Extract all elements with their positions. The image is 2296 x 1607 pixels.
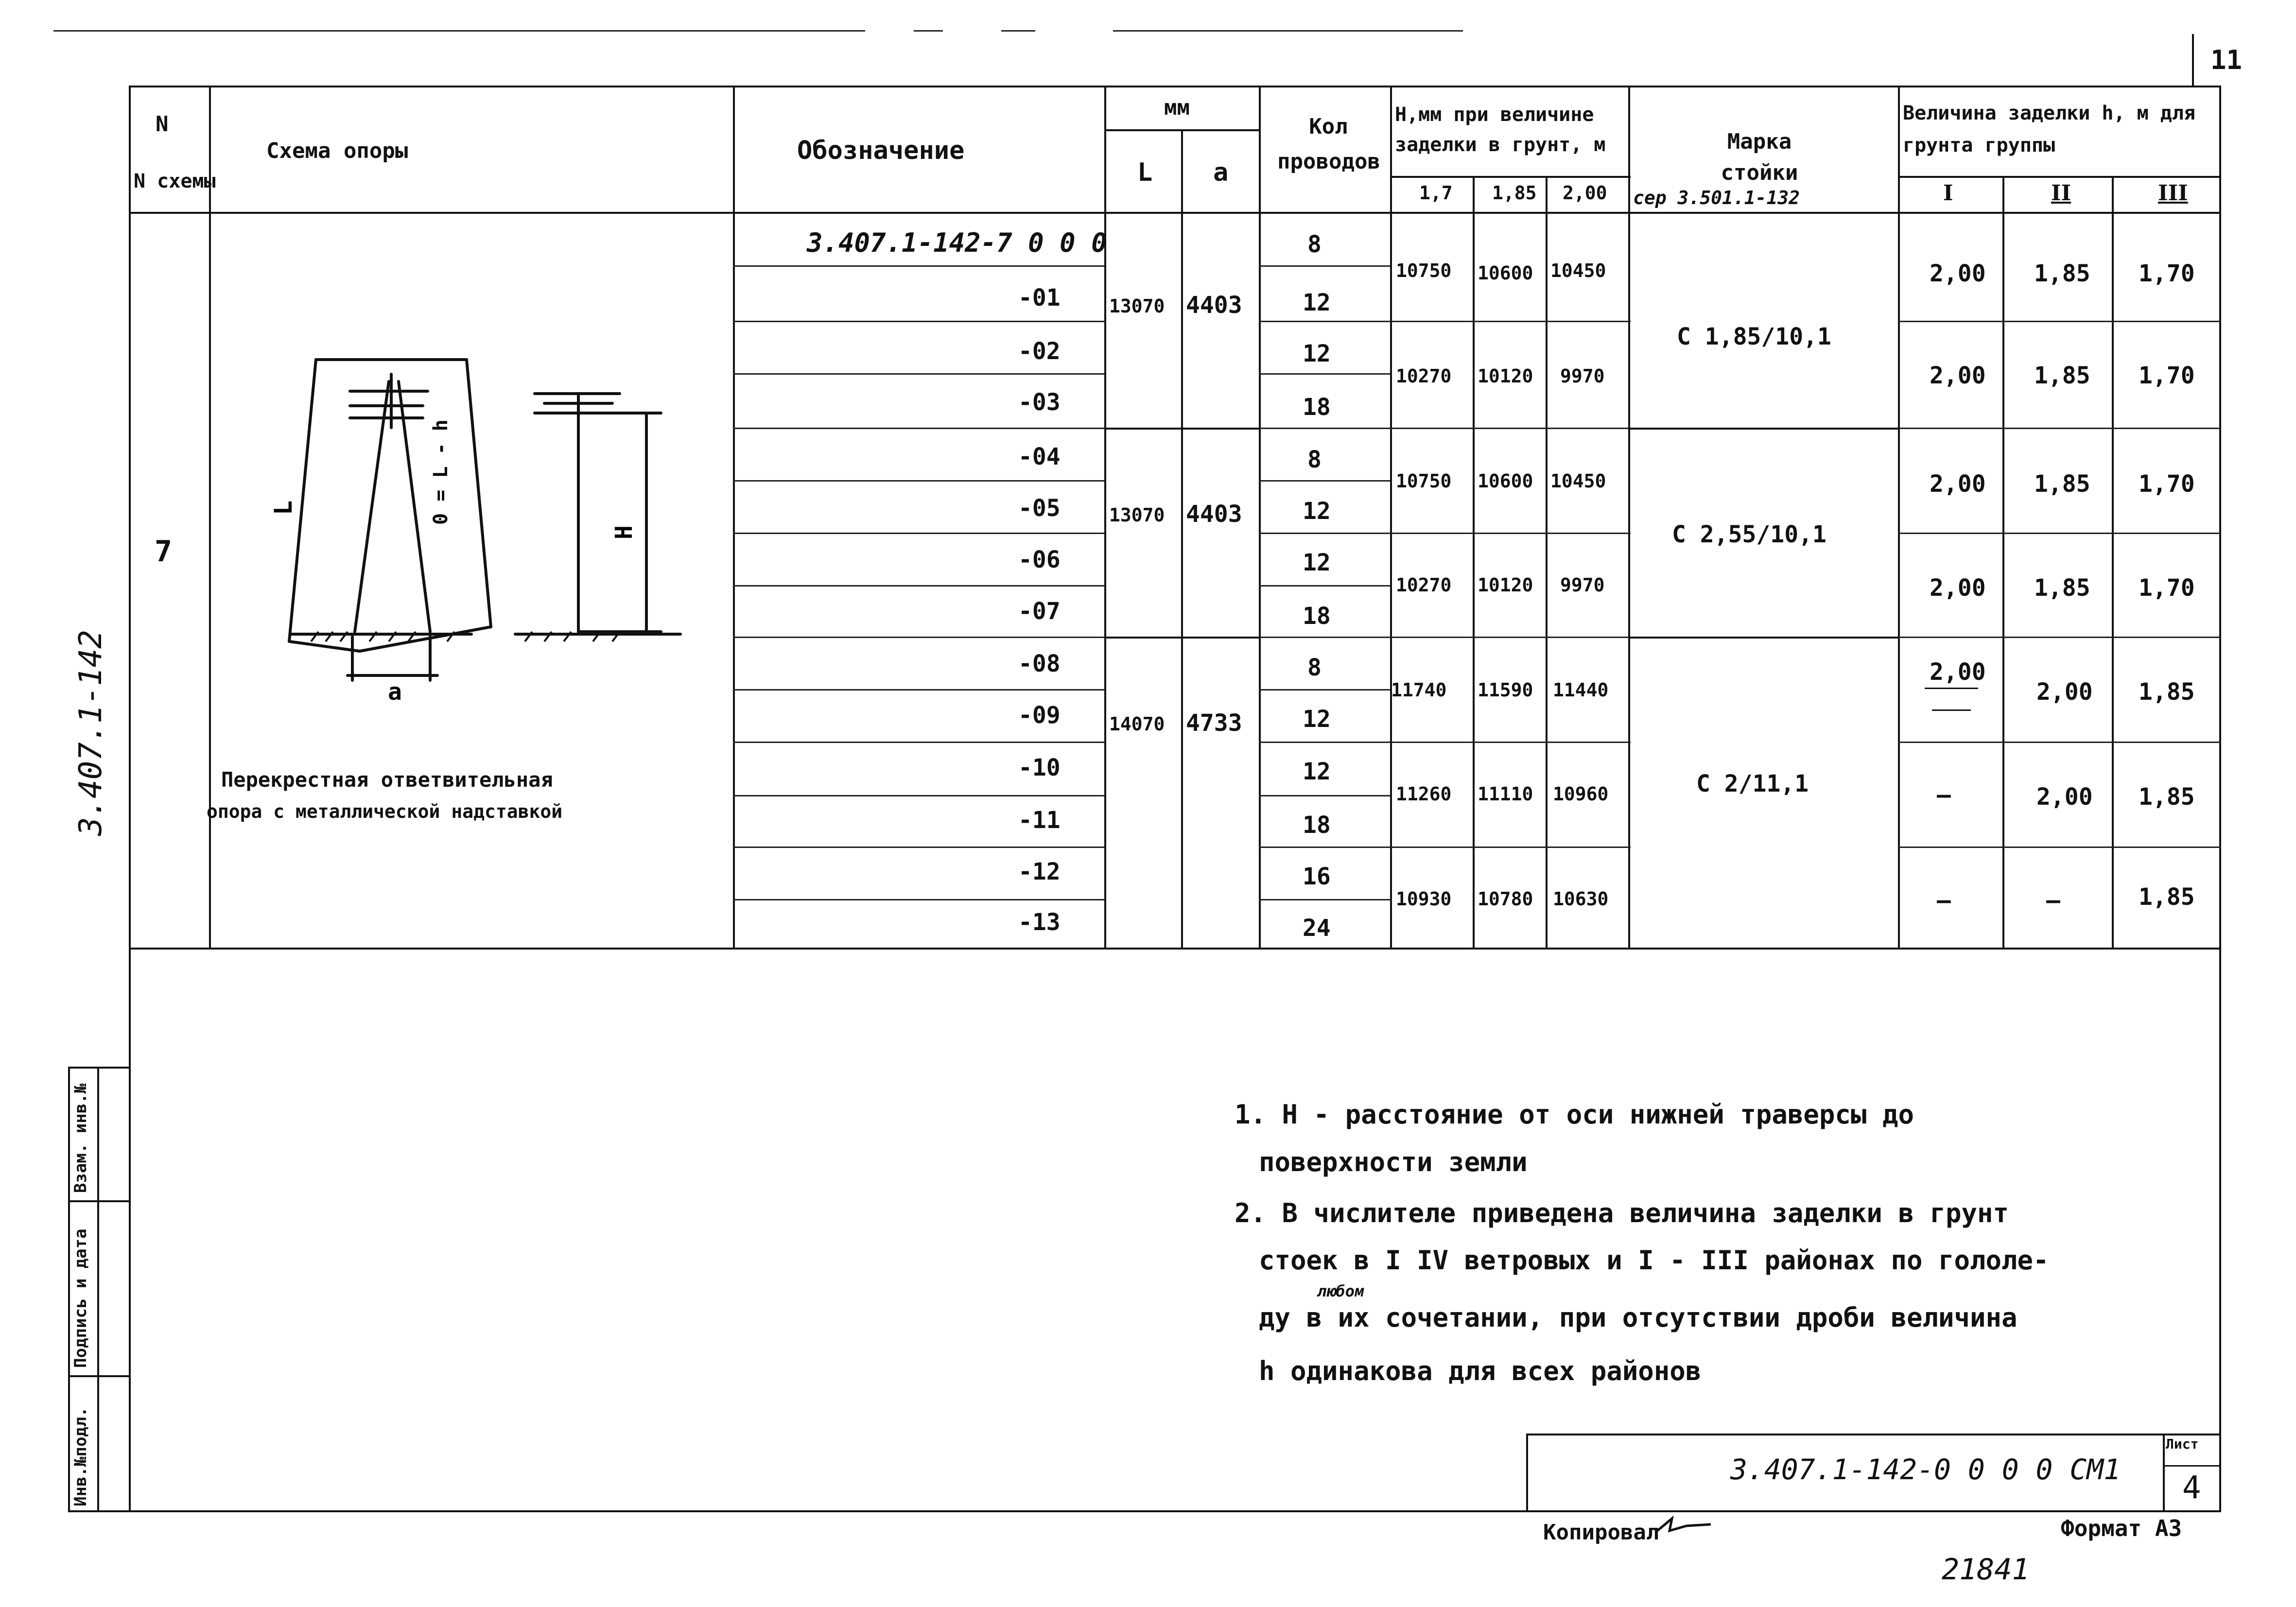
H-0-2: 10450 xyxy=(1550,260,1606,281)
header-a: a xyxy=(1213,158,1229,187)
designation-5: -05 xyxy=(1018,495,1061,522)
dim-L-3: 14070 xyxy=(1109,713,1165,735)
header-scheme: Схема опоры xyxy=(266,138,408,163)
designation-9: -09 xyxy=(1018,702,1061,729)
depth-1-1: 1,85 xyxy=(2034,362,2090,389)
mark-1: С 1,85/10,1 xyxy=(1677,323,1831,350)
header-designation: Обозначение xyxy=(797,136,965,165)
note-2-line1: 2. В числителе приведена величина заделки в грунт xyxy=(1235,1198,2009,1228)
scheme-caption-2: опора с металлической надставкой xyxy=(207,801,563,822)
fig-label-a: a xyxy=(388,678,402,706)
designation-10: -10 xyxy=(1018,754,1061,781)
depth-6-1: — xyxy=(2046,887,2060,914)
designation-12: -12 xyxy=(1018,858,1061,885)
designation-6: -06 xyxy=(1018,546,1061,573)
header-H-col2: 1,85 xyxy=(1492,182,1537,204)
H-4-2: 11440 xyxy=(1553,679,1609,701)
mark-2: С 2,55/10,1 xyxy=(1672,521,1826,548)
header-depth-col2: II xyxy=(2051,181,2071,206)
designation-0: 3.407.1-142-7 0 0 0 xyxy=(807,227,1107,258)
depth-0-1: 1,85 xyxy=(2034,260,2090,287)
depth-3-1: 1,85 xyxy=(2034,574,2090,602)
fig-label-eq: 0 = L - h xyxy=(430,419,452,525)
dim-L-1: 13070 xyxy=(1109,295,1165,317)
mark-3: С 2/11,1 xyxy=(1696,770,1809,797)
H-5-2: 10960 xyxy=(1553,783,1609,805)
depth-4-0: 2,00 xyxy=(1930,658,1986,686)
header-L: L xyxy=(1137,158,1153,187)
wires-7: 18 xyxy=(1303,603,1331,630)
note-2-line3: ду в их сочетании, при отсутствии дроби величина xyxy=(1259,1302,2018,1333)
wires-13: 24 xyxy=(1303,915,1331,942)
depth-5-2: 1,85 xyxy=(2139,783,2195,811)
designation-3: -03 xyxy=(1018,389,1061,416)
dim-a-3: 4733 xyxy=(1186,709,1242,737)
wires-12: 16 xyxy=(1303,863,1331,890)
stamp-replace: Взам. инв.№ xyxy=(71,1083,90,1193)
wires-6: 12 xyxy=(1303,549,1331,576)
inventory-number: 21841 xyxy=(1942,1553,2030,1587)
depth-1-0: 2,00 xyxy=(1930,362,1986,389)
wires-10: 12 xyxy=(1303,758,1331,785)
fig-label-L: L xyxy=(269,500,297,515)
header-depth: Величина заделки h, м для грунта группы xyxy=(1903,102,2196,156)
H-6-0: 10930 xyxy=(1396,888,1452,910)
depth-6-2: 1,85 xyxy=(2139,883,2195,911)
designation-7: -07 xyxy=(1018,598,1061,625)
wires-5: 12 xyxy=(1303,498,1331,525)
note-2-line4: h одинакова для всех районов xyxy=(1259,1356,1702,1386)
fig-label-H: H xyxy=(610,525,638,539)
wires-4: 8 xyxy=(1307,446,1322,473)
wires-1: 12 xyxy=(1303,289,1331,316)
H-2-1: 10600 xyxy=(1478,470,1533,492)
wires-0: 8 xyxy=(1307,231,1322,258)
designation-2: -02 xyxy=(1018,338,1061,365)
H-0-1: 10600 xyxy=(1478,262,1533,284)
stamp-inv: Инв.№подл. xyxy=(71,1407,90,1506)
depth-2-0: 2,00 xyxy=(1930,470,1986,498)
dim-a-2: 4403 xyxy=(1186,501,1242,528)
scheme-caption-1: Перекрестная ответвительная xyxy=(221,768,553,792)
H-2-2: 10450 xyxy=(1550,470,1606,492)
header-depth-col3: III xyxy=(2158,181,2188,206)
header-mark: Марка стойки xyxy=(1721,129,1798,185)
H-1-1: 10120 xyxy=(1478,365,1533,387)
depth-2-2: 1,70 xyxy=(2139,470,2195,498)
H-5-1: 11110 xyxy=(1478,783,1533,805)
depth-5-0: — xyxy=(1937,781,1951,809)
dim-L-2: 13070 xyxy=(1109,504,1165,526)
pole-scheme-drawing xyxy=(262,340,729,729)
header-H: H,мм при величине заделки в грунт, м xyxy=(1395,104,1606,156)
depth-1-2: 1,70 xyxy=(2139,362,2195,389)
designation-4: -04 xyxy=(1018,443,1061,470)
note-2-line2: стоек в I IV ветровых и I - III районах по гололе- xyxy=(1259,1245,2049,1276)
header-H-col3: 2,00 xyxy=(1563,182,1607,204)
header-num: N схемы xyxy=(134,170,216,192)
copied-label: Копировал xyxy=(1543,1520,1659,1545)
dim-a-1: 4403 xyxy=(1186,292,1242,319)
note-2-insert: любом xyxy=(1317,1282,1364,1300)
depth-0-2: 1,70 xyxy=(2139,260,2195,287)
H-0-0: 10750 xyxy=(1396,260,1452,281)
H-5-0: 11260 xyxy=(1396,783,1452,805)
note-1-line2: поверхности земли xyxy=(1259,1147,1528,1177)
wires-9: 12 xyxy=(1303,706,1331,733)
wires-8: 8 xyxy=(1307,654,1322,681)
H-6-2: 10630 xyxy=(1553,888,1609,910)
depth-4-2: 1,85 xyxy=(2139,678,2195,706)
wires-11: 18 xyxy=(1303,812,1331,839)
depth-2-1: 1,85 xyxy=(2034,470,2090,498)
depth-3-2: 1,70 xyxy=(2139,574,2195,602)
note-1-line1: 1. H - расстояние от оси нижней траверсы до xyxy=(1235,1099,1914,1130)
format-label: Формат А3 xyxy=(2061,1515,2182,1541)
stamp-sign: Подпись и дата xyxy=(71,1228,90,1368)
wires-2: 12 xyxy=(1303,340,1331,367)
H-4-0: 11740 xyxy=(1391,679,1447,701)
designation-11: -11 xyxy=(1018,807,1061,834)
H-6-1: 10780 xyxy=(1478,888,1533,910)
depth-4-1: 2,00 xyxy=(2036,678,2093,706)
H-3-1: 10120 xyxy=(1478,574,1533,596)
list-number: 4 xyxy=(2182,1470,2201,1506)
page-number: 11 xyxy=(2210,45,2243,75)
designation-1: -01 xyxy=(1018,284,1061,311)
side-code: 3.407.1-142 xyxy=(73,630,109,836)
depth-6-0: — xyxy=(1937,887,1951,914)
H-1-0: 10270 xyxy=(1396,365,1452,387)
designation-8: -08 xyxy=(1018,650,1061,677)
H-3-2: 9970 xyxy=(1560,574,1605,596)
H-4-1: 11590 xyxy=(1478,679,1533,701)
H-2-0: 10750 xyxy=(1396,470,1452,492)
H-3-0: 10270 xyxy=(1396,574,1452,596)
header-wires: Кол проводов xyxy=(1277,114,1380,174)
depth-3-0: 2,00 xyxy=(1930,574,1986,602)
header-H-col1: 1,7 xyxy=(1419,182,1453,204)
depth-0-0: 2,00 xyxy=(1930,260,1986,287)
designation-13: -13 xyxy=(1018,909,1061,936)
depth-5-1: 2,00 xyxy=(2036,783,2093,811)
header-mm: мм xyxy=(1164,95,1190,120)
header-mark-series: сер 3.501.1-132 xyxy=(1633,187,1800,208)
header-depth-col1: I xyxy=(1943,181,1953,206)
scheme-number: 7 xyxy=(155,535,173,569)
H-1-2: 9970 xyxy=(1560,365,1605,387)
doc-code: 3.407.1-142-0 0 0 0 СМ1 xyxy=(1730,1453,2121,1486)
wires-3: 18 xyxy=(1303,394,1331,421)
list-label: Лист xyxy=(2166,1436,2199,1452)
copier-signature xyxy=(1652,1514,1721,1538)
header-num-n: N xyxy=(156,112,169,137)
